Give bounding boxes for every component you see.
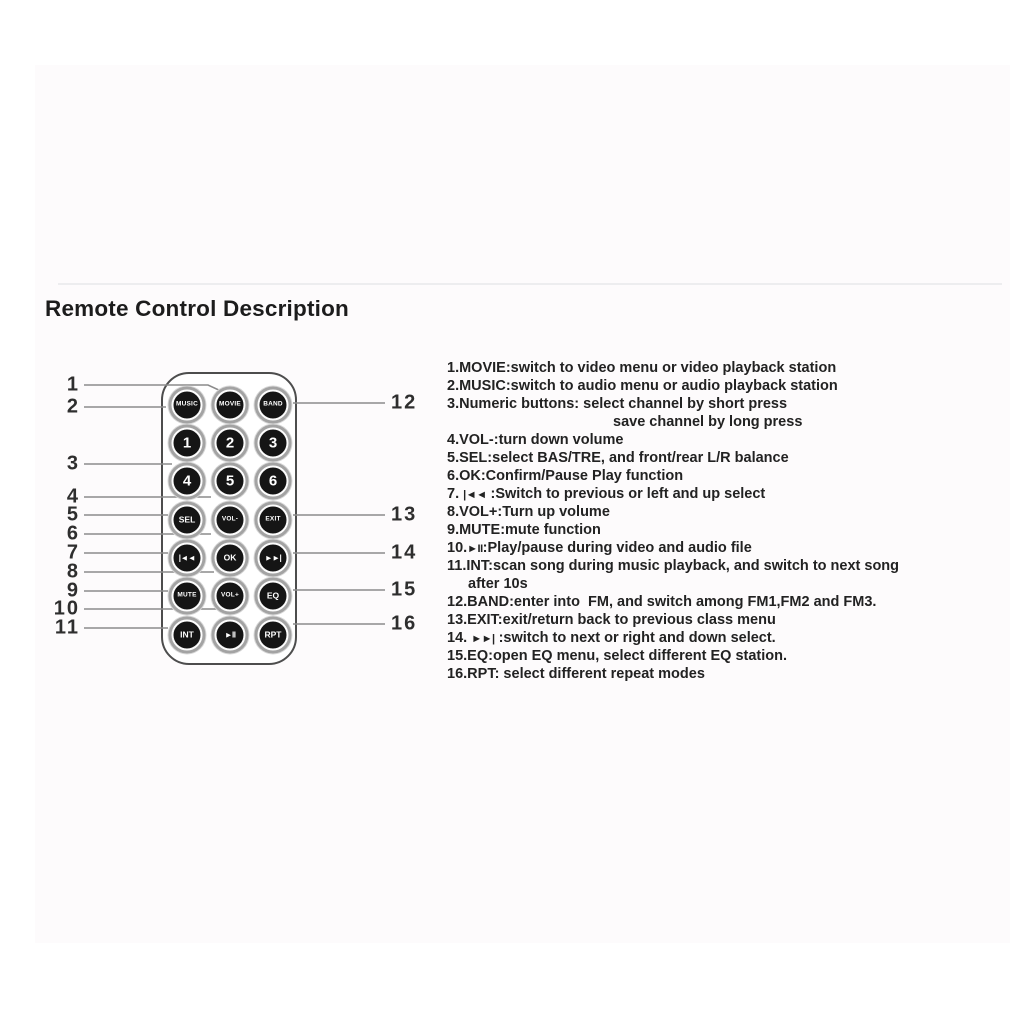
desc-text: :mute function <box>500 522 601 538</box>
desc-number: 10. <box>447 540 468 556</box>
desc-key: MUTE <box>459 522 501 538</box>
callout-number-9: 9 <box>66 579 80 602</box>
description-line-6 <box>447 449 899 467</box>
desc-text: after 10s <box>468 576 528 592</box>
desc-text: :Turn up volume <box>497 504 610 520</box>
desc-key: Numeric buttons <box>459 396 575 412</box>
prev-icon: |◄◄ <box>172 543 203 574</box>
desc-text: :scan song during music playback, and switch to next song <box>488 558 900 574</box>
page-title: Remote Control Description <box>45 296 349 321</box>
remote-button-rpt: RPT <box>258 620 289 651</box>
play-pause-icon: ►II <box>215 620 246 651</box>
desc-text: save channel by long press <box>613 414 803 430</box>
callout-number-5: 5 <box>66 503 80 526</box>
remote-button-int: INT <box>172 620 203 651</box>
desc-number: 1. <box>447 360 460 376</box>
top-divider <box>58 283 1002 285</box>
description-line-11 <box>447 539 899 557</box>
desc-number: 6. <box>447 468 460 484</box>
desc-number: 7. <box>447 486 464 502</box>
desc-text: :Play/pause during video and audio file <box>482 540 752 556</box>
desc-number: 14. <box>447 630 472 646</box>
desc-text: : select channel by short press <box>574 396 788 412</box>
desc-text: :switch to next or right and down select. <box>494 630 776 646</box>
callout-number-15: 15 <box>391 578 418 601</box>
callout-number-12: 12 <box>391 391 418 414</box>
description-line-8 <box>447 485 899 503</box>
next-icon: ►►| <box>471 633 495 645</box>
desc-number: 13. <box>447 612 468 628</box>
desc-text: :switch to video menu or video playback station <box>505 360 837 376</box>
callout-number-1: 1 <box>66 373 80 396</box>
description-line-12 <box>447 557 899 575</box>
desc-key: RPT <box>467 666 495 682</box>
desc-number: 5. <box>447 450 460 466</box>
description-line-15 <box>447 611 899 629</box>
description-line-4 <box>613 413 899 431</box>
remote-button-volplus: VOL+ <box>215 581 246 612</box>
desc-key: EQ <box>467 648 489 664</box>
desc-text: :Switch to previous or left and up select <box>486 486 766 502</box>
remote-button-band: BAND <box>258 390 289 421</box>
description-line-17 <box>447 647 899 665</box>
desc-key: VOL+ <box>459 504 498 520</box>
description-line-1 <box>447 359 899 377</box>
desc-key: EXIT <box>467 612 498 628</box>
remote-button-exit: EXIT <box>258 505 289 536</box>
callout-number-16: 16 <box>391 612 418 635</box>
desc-text: :turn down volume <box>493 432 624 448</box>
remote-button-movie: MOVIE <box>215 390 246 421</box>
callout-number-6: 6 <box>66 522 80 545</box>
remote-button-2: 2 <box>215 428 246 459</box>
remote-button-6: 6 <box>258 466 289 497</box>
desc-number: 12. <box>447 594 468 610</box>
desc-key: VOL- <box>459 432 494 448</box>
remote-button-mute: MUTE <box>172 581 203 612</box>
remote-button-ok: OK <box>215 543 246 574</box>
remote-button-1: 1 <box>172 428 203 459</box>
desc-text: :open EQ menu, select different EQ station. <box>488 648 788 664</box>
remote-button-volminus: VOL- <box>215 505 246 536</box>
description-line-16 <box>447 629 899 647</box>
description-line-7 <box>447 467 899 485</box>
remote-button-5: 5 <box>215 466 246 497</box>
remote-button-music: MUSIC <box>172 390 203 421</box>
callout-number-11: 11 <box>54 616 80 639</box>
description-line-5 <box>447 431 899 449</box>
desc-number: 3. <box>447 396 460 412</box>
callout-number-8: 8 <box>66 560 80 583</box>
desc-key: INT <box>466 558 489 574</box>
callout-number-13: 13 <box>391 503 418 526</box>
desc-text: :enter into FM, and switch among FM1,FM2 and FM3. <box>509 594 877 610</box>
desc-number: 4. <box>447 432 460 448</box>
desc-number: 16. <box>447 666 468 682</box>
desc-text: : select different repeat modes <box>494 666 705 682</box>
desc-number: 2. <box>447 378 460 394</box>
description-line-3 <box>447 395 899 413</box>
description-list <box>447 359 899 683</box>
desc-key: BAND <box>467 594 510 610</box>
remote-button-eq: EQ <box>258 581 289 612</box>
remote-button-sel: SEL <box>172 505 203 536</box>
desc-key: SEL <box>459 450 488 466</box>
desc-text: :Confirm/Pause Play function <box>480 468 684 484</box>
desc-text: :switch to audio menu or audio playback station <box>505 378 838 394</box>
callout-number-7: 7 <box>66 541 80 564</box>
description-line-10 <box>447 521 899 539</box>
callout-number-4: 4 <box>66 485 80 508</box>
prev-icon: |◄◄ <box>463 489 487 501</box>
description-line-2 <box>447 377 899 395</box>
desc-number: 11. <box>447 558 467 574</box>
desc-text: :select BAS/TRE, and front/rear L/R balance <box>487 450 789 466</box>
desc-key: MUSIC <box>459 378 506 394</box>
remote-button-4: 4 <box>172 466 203 497</box>
callout-number-14: 14 <box>391 541 418 564</box>
description-line-18 <box>447 665 899 683</box>
description-line-9 <box>447 503 899 521</box>
desc-key: OK <box>459 468 481 484</box>
callout-number-3: 3 <box>66 452 80 475</box>
callout-number-2: 2 <box>66 395 80 418</box>
desc-number: 15. <box>447 648 468 664</box>
desc-text: :exit/return back to previous class menu <box>497 612 776 628</box>
next-icon: ►►| <box>258 543 289 574</box>
description-line-14 <box>447 593 899 611</box>
callout-number-10: 10 <box>53 597 80 620</box>
description-line-13 <box>468 575 899 593</box>
remote-button-3: 3 <box>258 428 289 459</box>
desc-number: 8. <box>447 504 460 520</box>
desc-key: MOVIE <box>459 360 506 376</box>
play-pause-icon: ►II <box>467 543 483 555</box>
desc-number: 9. <box>447 522 460 538</box>
